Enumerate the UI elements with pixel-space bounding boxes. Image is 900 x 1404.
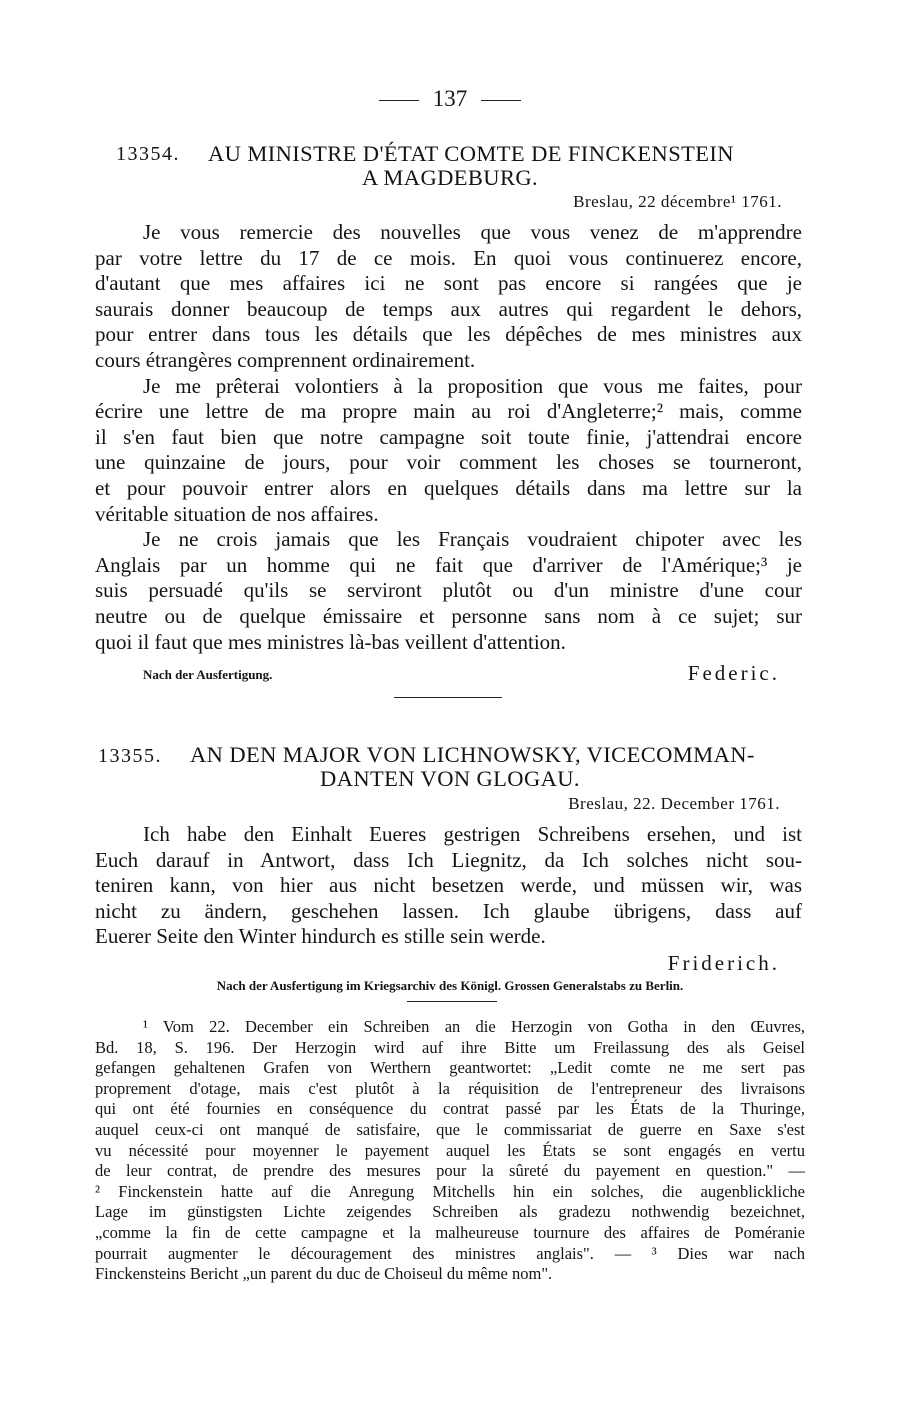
text-line: Je ne crois jamais que les Français voudraient chipoter avec les	[143, 527, 802, 552]
text-line: suis persuadé qu'ils se serviront plutôt ou d'un ministre d'une cour	[95, 578, 802, 603]
letter-dateline: Breslau, 22. December 1761.	[568, 794, 780, 813]
footnote-line: proprement d'otage, mais c'est plutôt à la réquisition de l'entrepreneur des livraisons	[95, 1078, 805, 1098]
footnote-line: gefangen gehaltenen Grafen von Werthern geantwortet: „Ledit comte ne me sert pas	[95, 1058, 805, 1078]
letter-heading: AN DEN MAJOR VON LICHNOWSKY, VICECOMMAN-	[190, 742, 755, 767]
text-line: cours étrangères comprennent ordinairement.	[95, 348, 476, 372]
footnote-line: ² Finckenstein hatte auf die Anregung Mitchells hin ein solches, die augenblickliche	[95, 1181, 805, 1201]
signature: Friderich.	[667, 951, 780, 975]
footnote-line: de leur contrat, de prendre des mesures pour la sûreté du payement en question." —	[95, 1161, 805, 1181]
text-line: teniren kann, von hier aus nicht besetzen werde, und müssen wir, was	[95, 873, 802, 898]
source-note: Nach der Ausfertigung im Kriegsarchiv des Königl. Grossen Generalstabs zu Berlin.	[216, 978, 684, 993]
text-line: Euch darauf in Antwort, dass Ich Liegnitz, da Ich solches nicht sou-	[95, 847, 802, 872]
source-note: Nach der Ausfertigung.	[143, 667, 273, 682]
text-line: et pour pouvoir entrer alors en quelques détails dans ma lettre sur la	[95, 476, 802, 500]
text-line: neutre ou de quelque émissaire et personne sans nom à ce sujet; sur	[95, 604, 802, 628]
footnote-line: auquel ceux-ci ont manqué de satisfaire, que le commissariat de guerre en Saxe s'est	[95, 1120, 805, 1139]
footnote-line: „comme la fin de cette campagne et la malheureuse tournure des affaires de Poméranie	[95, 1223, 805, 1242]
text-line: véritable situation de nos affaires.	[95, 501, 379, 526]
letter-heading-continued: A MAGDEBURG.	[361, 165, 539, 190]
page-number-dash-right	[481, 100, 521, 101]
footnote-line: pourrait augmenter le découragement des ministres anglais". — ³ Dies war nach	[95, 1243, 805, 1263]
text-line: quoi il faut que mes ministres là-bas veillent d'attention.	[95, 629, 566, 654]
page-number-text: 137	[432, 86, 468, 111]
letter-heading-continued: DANTEN VON GLOGAU.	[320, 766, 580, 791]
text-line: pour entrer dans tous les détails que les dépêches de mes ministres aux	[95, 322, 802, 347]
text-line: Je me prêterai volontiers à la proposition que vous me faites, pour	[143, 373, 802, 398]
section-divider	[394, 697, 502, 698]
footnote-line: vu nécessité pour moyenner le payement auquel les États se sont engagés en vertu	[95, 1140, 805, 1160]
text-line: par votre lettre du 17 de ce mois. En quoi vous continuerez encore,	[95, 245, 802, 270]
footnote-line: Lage im günstigsten Lichte zeigendes Schreiben als gradezu nothwendig bezeichnet,	[95, 1202, 805, 1222]
letter-dateline: Breslau, 22 décembre¹ 1761.	[573, 192, 782, 211]
letter-heading: AU MINISTRE D'ÉTAT COMTE DE FINCKENSTEIN	[208, 141, 734, 166]
page-number-dash-left	[379, 100, 419, 101]
footnote-divider	[407, 1001, 497, 1002]
text-line: Euerer Seite den Winter hindurch es stille sein werde.	[95, 924, 546, 949]
text-line: d'autant que mes affaires ici ne sont pas encore si rangées que je	[95, 271, 802, 296]
text-line: saurais donner beaucoup de temps aux autres qui regardent le dehors,	[95, 296, 802, 321]
letter-number: 13354.	[116, 143, 180, 165]
text-line: écrire une lettre de ma propre main au roi d'Angleterre;² mais, comme	[95, 399, 802, 424]
signature: Federic.	[687, 661, 780, 685]
footnote-line: Bd. 18, S. 196. Der Herzogin wird auf ihre Bitte um Freilassung des als Geisel	[95, 1037, 805, 1057]
footnote-line: qui ont été fournies en conséquence du contrat passé par les États de la Thuringe,	[95, 1099, 805, 1119]
page-number	[0, 86, 900, 112]
letter-number: 13355.	[98, 745, 162, 767]
footnote-line: Finckensteins Bericht „un parent du duc de Choiseul du même nom".	[95, 1264, 553, 1284]
text-line: il s'en faut bien que notre campagne soit toute finie, j'attendrai encore	[95, 424, 802, 449]
text-line: Anglais par un homme qui ne fait que d'arriver de l'Amérique;³ je	[95, 552, 802, 577]
text-line: une quinzaine de jours, pour voir comment les choses se tourneront,	[95, 450, 802, 475]
text-line: nicht zu ändern, geschehen lassen. Ich glaube übrigens, dass auf	[95, 898, 802, 923]
text-line: Je vous remercie des nouvelles que vous venez de m'apprendre	[143, 220, 802, 244]
text-line: Ich habe den Einhalt Eueres gestrigen Schreibens ersehen, und ist	[143, 822, 802, 846]
footnote-line: ¹ Vom 22. December ein Schreiben an die Herzogin von Gotha in den Œuvres,	[143, 1017, 805, 1036]
